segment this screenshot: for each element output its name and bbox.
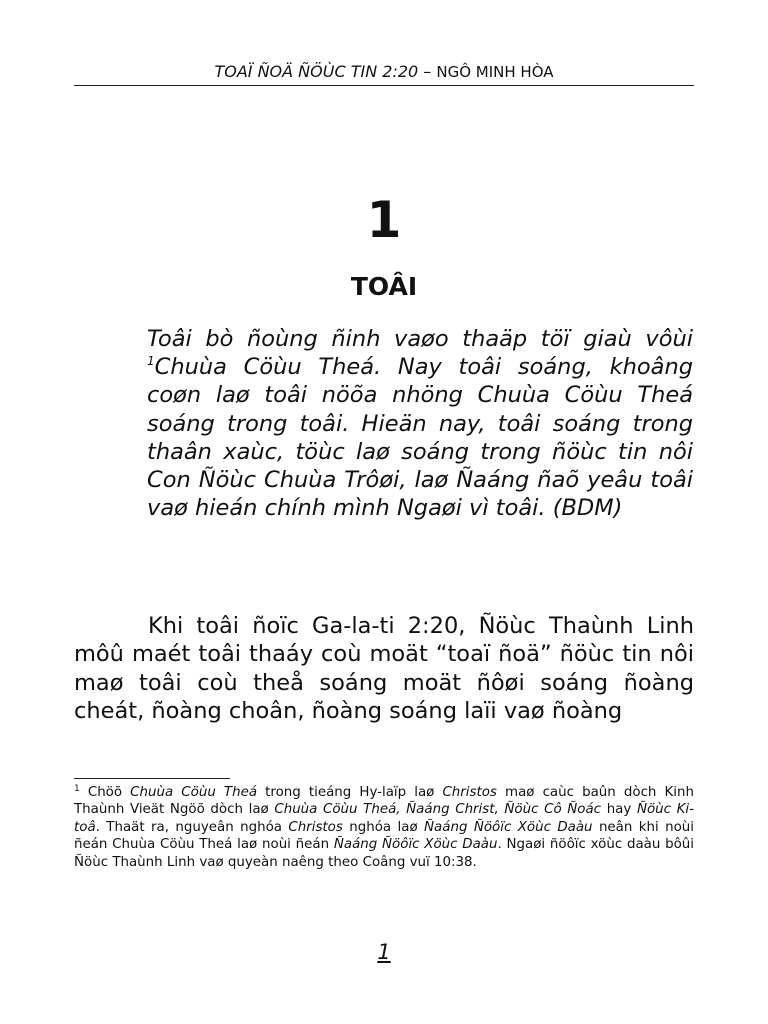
epigraph-text-rest: Chuùa Cöùu Theá. Nay toâi soáng, khoâng coøn laø toâi nöõa nhöng Chuùa Cöùu Theá soáng trong toâi. Hieän nay, toâi soáng trong thaân xaùc, töùc laø soáng trong ñöùc tin nôi Con Ñöùc Chuùa Trôøi, laø Ñaáng ñaõ yeâu toâi vaø hieán chính mình Ngaøi vì toâi. (BDM) — [147, 354, 693, 522]
footnote-term: Christos — [288, 819, 343, 835]
header-title: TOAÏ ÑOÄ ÑÖÙC TIN 2:20 – — [214, 62, 432, 81]
footnote — [74, 784, 694, 871]
footnote-text: nghóa laø — [342, 819, 425, 835]
footnote-text: . Thaät ra, nguyeân nghóa — [95, 819, 289, 835]
footnote-reference: 1 — [147, 354, 155, 369]
footnote-text: . Ngaøi ñöôïc xöùc daàu bôûi Ñöùc Thaùnh Linh vaø quyeàn naêng theo Coâng vuï 10:38. — [74, 837, 695, 870]
footnote-term: Ñöùc Ki-toâ — [74, 802, 694, 835]
footnote-text: Chöõ — [79, 785, 131, 800]
page-number: 1 — [377, 940, 391, 964]
chapter-number: 1 — [366, 191, 402, 249]
running-header — [74, 62, 694, 81]
header-author: NGÔ MINH HÒA — [436, 63, 554, 81]
footnote-term: Chuùa Cöùu Theá — [130, 785, 258, 800]
header-rule — [74, 85, 694, 86]
footnote-term: Ñaáng Ñöôïc Xöùc Daàu — [333, 837, 498, 853]
chapter-title: TOÂI — [350, 272, 418, 301]
footnote-text: maø caùc baûn dòch Kinh Thaùnh Vieät Ngöõ dòch laø — [74, 785, 694, 818]
footnote-term: Ñaáng Ñöôïc Xöùc Daàu — [424, 819, 593, 835]
footnote-term: Christos — [442, 785, 497, 800]
footnote-text: hay — [601, 802, 637, 818]
footnote-marker: 1 — [74, 784, 80, 794]
epigraph-text-start: Toâi bò ñoùng ñinh vaøo thaäp töï giaù vôùi — [147, 326, 693, 352]
footnote-text: neân khi noùi ñeán Chuùa Cöùu Theá laø noùi ñeán — [74, 819, 694, 853]
footnote-text: trong tieáng Hy-laïp laø — [257, 785, 443, 800]
body-paragraph: Khi toâi ñoïc Ga-la-ti 2:20, Ñöùc Thaùnh Linh môû maét toâi thaáy coù moät “toaï ñoä” ñöùc tin nôi maø toâi coù theå soáng moät ñôøi soáng ñoàng cheát, ñoàng choân, ñoàng soáng laïi vaø ñoàng — [74, 613, 694, 725]
footnote-separator — [74, 778, 230, 779]
epigraph-quote — [147, 325, 693, 522]
footnote-term: Chuùa Cöùu Theá, Ñaáng Christ, Ñöùc Cô Ñoác — [274, 802, 602, 818]
